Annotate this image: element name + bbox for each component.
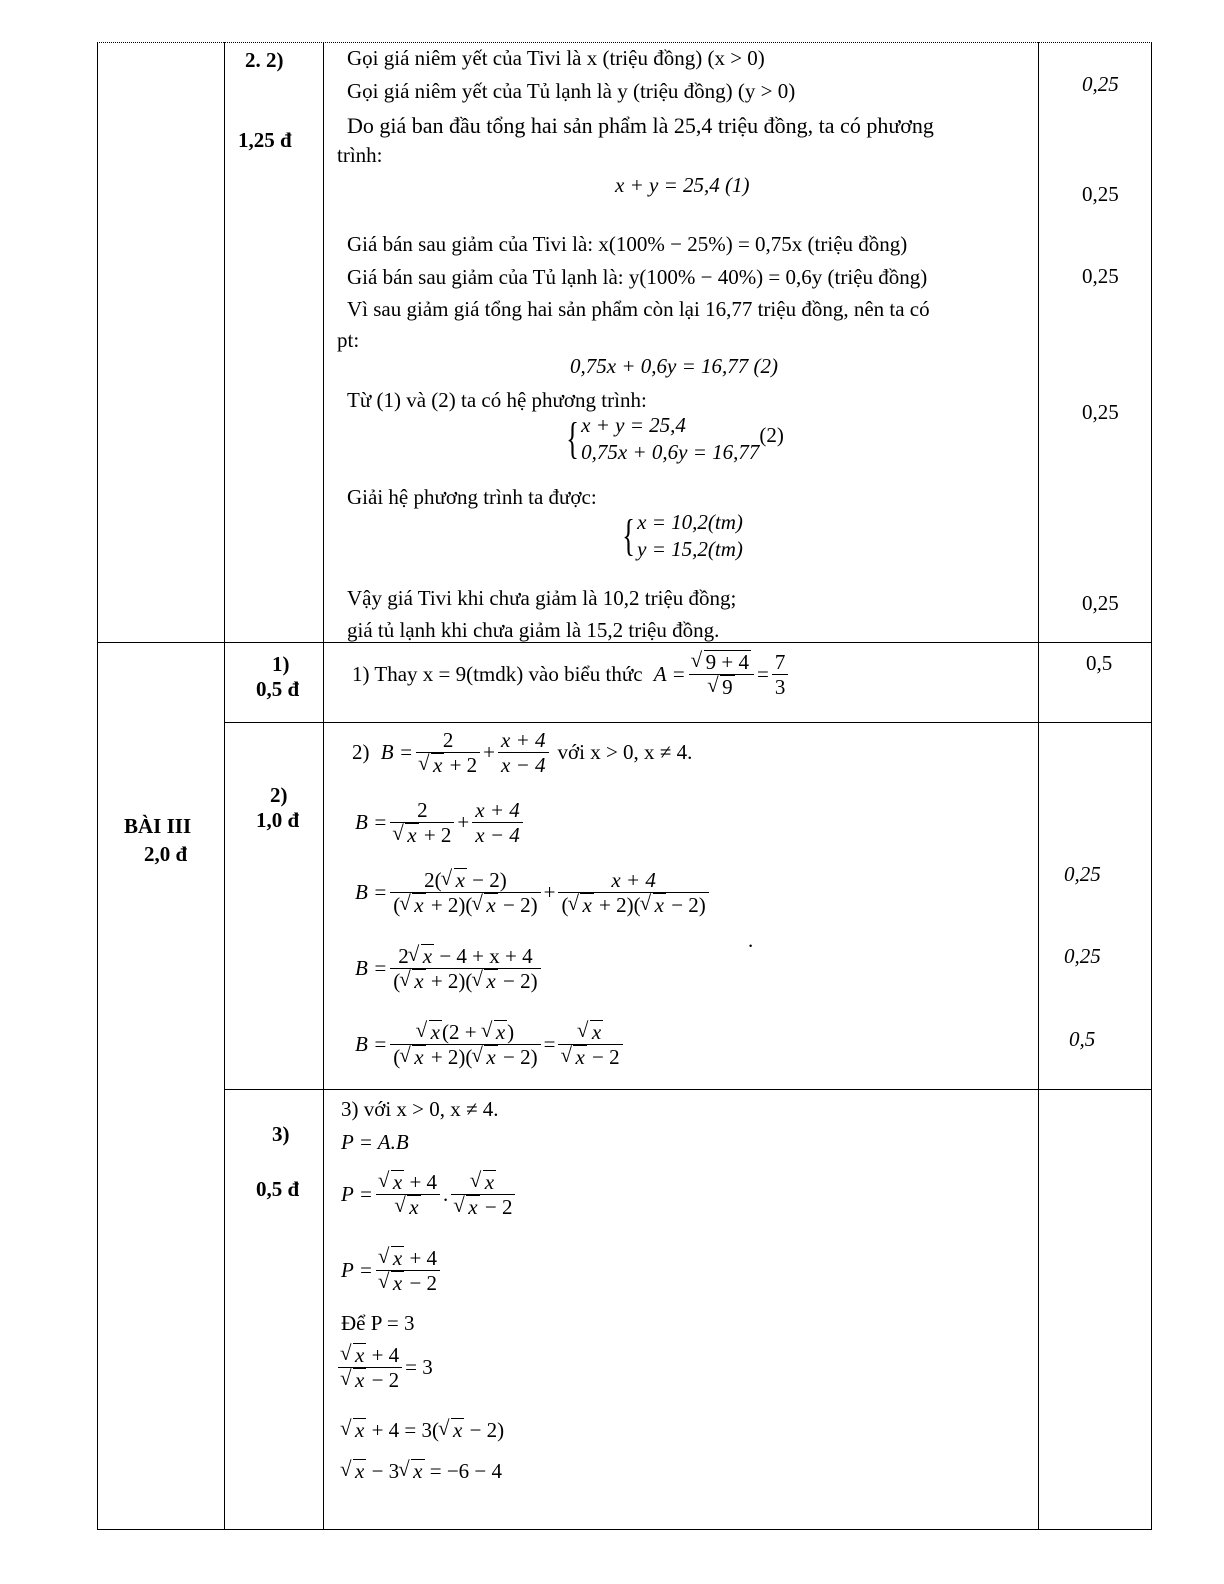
q1-text: 1) Thay x = 9(tmdk) vào biểu thức — [352, 662, 643, 686]
q2-plus: + — [543, 880, 556, 904]
q2-sqrt-x: √ x — [484, 893, 497, 916]
part2-line-8: pt: — [337, 328, 360, 352]
q1-lhs: A = — [653, 662, 686, 686]
table-top-border — [97, 42, 1152, 44]
q3-plus4: + 4 — [404, 1170, 438, 1194]
bai3-points: 2,0 đ — [144, 842, 188, 866]
q3-la-mid: + 4 = 3( — [366, 1418, 440, 1442]
q2-sqrt-x: √ x — [429, 1020, 442, 1043]
q2-sqrt-x: √ x — [573, 1045, 586, 1068]
part2-line-4: trình: — [337, 143, 383, 167]
q2-line-5: B = √ $\frac{x(2 + √ x)}{(√ x + 2)(√ x - 2)}$ = √ x √ x − 2 — [355, 1020, 626, 1069]
row-border-1 — [97, 642, 1152, 643]
part2-eq-2: 0,75x + 0,6y = 16,77 (2) — [570, 354, 778, 378]
system-1-tag: (2) — [759, 422, 784, 447]
q2-plus2: + 2 — [425, 1045, 459, 1069]
part2-line-10: Giải hệ phương trình ta được: — [347, 485, 597, 509]
col-border-2 — [323, 42, 324, 1530]
q2-label: 2) — [270, 783, 288, 807]
part2-line-5: Giá bán sau giảm của Tivi là: x(100% − 25%) = 0,75x (triệu đồng) — [347, 232, 908, 256]
q2-score-2: 0,25 — [1064, 944, 1101, 968]
q1-score: 0,5 — [1086, 651, 1113, 675]
q2-num-a: 2 — [390, 798, 454, 823]
q3-plus4: + 4 — [404, 1246, 438, 1270]
part2-score-1: 0,25 — [1082, 72, 1119, 96]
q2-sqrt-x: √ x — [431, 753, 444, 776]
system-2-eq-b: y = 15,2(tm) — [637, 537, 743, 561]
q2-minus2: − 2 — [586, 1045, 620, 1069]
q2-minus2: − 2 — [497, 1045, 531, 1069]
q3-minus2: − 2 — [479, 1195, 513, 1219]
q2-points: 1,0 đ — [256, 808, 300, 832]
q2-plus: + — [457, 810, 470, 834]
q2-sqrt-x: √ x — [494, 1020, 507, 1043]
part2-points: 1,25 đ — [238, 128, 292, 152]
q3-points: 0,5 đ — [256, 1177, 300, 1201]
part2-label: 2. 2) — [245, 48, 284, 72]
q2-sqrt-x: √ x — [412, 969, 425, 992]
q2-plus2: + 2 — [425, 969, 459, 993]
q3-sqrt-x: √ x — [353, 1343, 366, 1366]
q2-den-b: x − 4 — [501, 753, 546, 777]
q3-la-end: − 2) — [464, 1418, 505, 1442]
q3-sqrt-x: √ x — [391, 1170, 404, 1193]
q2-den-b: x − 4 — [475, 823, 520, 847]
q2-num-a: 2 — [416, 728, 480, 753]
q1-points: 0,5 đ — [256, 677, 300, 701]
q3-sqrt-x: √ x — [407, 1195, 420, 1218]
q2-condition: với x > 0, x ≠ 4. — [557, 740, 693, 764]
q3-lb-end: = −6 − 4 — [424, 1459, 503, 1483]
q1-num: √ 9 + 4 — [704, 650, 751, 673]
table-bottom-border — [97, 1529, 1152, 1530]
q2-minus2: − 2 — [497, 893, 531, 917]
q3-sqrt-x: √ x — [391, 1271, 404, 1294]
q1-den: √ 9 — [720, 675, 735, 698]
q2-dot: . — [748, 928, 754, 952]
q3-dot: . — [443, 1182, 449, 1206]
q3-sqrt-x: √ x — [451, 1418, 464, 1441]
q3-minus2: − 2 — [366, 1368, 400, 1392]
q2-sqrt-x: √ x — [484, 969, 497, 992]
q2-num-b: x + 4 — [472, 798, 523, 823]
q2-plus2: + 2 — [418, 823, 452, 847]
q2-line-4: B = $\frac{2√ x - 4 + x + 4}{(√ x + 2)(√ x - 2)}$ — [355, 944, 544, 993]
brace-icon: { — [622, 511, 635, 560]
q3-line-5 — [338, 1343, 433, 1392]
q2-n5c: ) — [507, 1020, 515, 1044]
q3-sqrt-x: √ x — [353, 1459, 366, 1482]
q2-sqrt-x: √ x — [412, 893, 425, 916]
q2-sqrt-x: √ x — [421, 944, 434, 967]
q1-eq: = — [757, 662, 769, 686]
q2-score-1: 0,25 — [1064, 862, 1101, 886]
q3-line-1: 3) với x > 0, x ≠ 4. — [341, 1097, 499, 1121]
part2-line-6: Giá bán sau giảm của Tủ lạnh là: y(100% − 40%) = 0,6y (triệu đồng) — [347, 265, 928, 289]
row-border-3 — [224, 1089, 1152, 1090]
col-border-3 — [1038, 42, 1039, 1530]
part2-line-9: Từ (1) và (2) ta có hệ phương trình: — [347, 388, 647, 412]
col-border-0 — [97, 42, 98, 1530]
q2-b: B = — [355, 880, 388, 904]
q2-plus: + — [483, 740, 496, 764]
q2-b: B = — [380, 740, 413, 764]
q2-intro: 2) — [352, 740, 370, 764]
part2-score-5: 0,25 — [1082, 591, 1119, 615]
part2-score-2: 0,25 — [1082, 182, 1119, 206]
bai3-label: BÀI III — [124, 814, 192, 838]
part2-system-1 — [562, 412, 784, 466]
q2-sqrt-x: √ x — [484, 1045, 497, 1068]
part2-system-2 — [618, 509, 743, 563]
col-border-1 — [224, 42, 225, 1530]
q2-plus2: + 2 — [444, 753, 478, 777]
q1-expression — [352, 650, 791, 699]
q2-n4a: 2 — [398, 944, 409, 968]
q2-minus2: − 2 — [497, 969, 531, 993]
q2-score-3: 0,5 — [1069, 1027, 1096, 1051]
q2-n5b: (2 + — [442, 1020, 482, 1044]
q3-plus4: + 4 — [366, 1343, 400, 1367]
row-border-2 — [224, 722, 1152, 723]
q3-p: P = — [341, 1182, 373, 1206]
q2-b: B = — [355, 810, 388, 834]
q3-p: P = — [341, 1258, 373, 1282]
q2-sqrt-x: √ x — [580, 893, 593, 916]
q3-line-2: P = A.B — [341, 1130, 409, 1154]
system-2-eq-a: x = 10,2(tm) — [637, 510, 743, 534]
part2-line-2: Gọi giá niêm yết của Tủ lạnh là y (triệu đồng) (y > 0) — [347, 79, 796, 103]
q2-line-3: B = $\frac{2(√ x - 2)}{(√ x + 2)(√ x - 2)}$ + $\frac{x + 4}{(√ x + 2)(√ x - 2)}$ — [355, 868, 712, 917]
q3-sqrt-x: √ x — [483, 1170, 496, 1193]
q3-sqrt-x: √ x — [411, 1459, 424, 1482]
part2-line-12: giá tủ lạnh khi chưa giảm là 15,2 triệu đồng. — [347, 618, 720, 642]
q2-line-2 — [355, 798, 526, 847]
q3-sqrt-x: √ x — [353, 1418, 366, 1441]
q3-line-3 — [341, 1170, 518, 1219]
brace-icon: { — [566, 414, 579, 463]
q2-sqrt-x: √ x — [405, 823, 418, 846]
part2-line-1: Gọi giá niêm yết của Tivi là x (triệu đồng) (x > 0) — [347, 46, 765, 70]
q3-lb-mid: − 3 — [366, 1459, 400, 1483]
q2-plus2: + 2 — [425, 893, 459, 917]
q2-n3a: 2( — [424, 868, 442, 892]
q3-minus2: − 2 — [404, 1271, 438, 1295]
q1-label: 1) — [272, 652, 290, 676]
part2-eq-1: x + y = 25,4 (1) — [615, 173, 750, 197]
q3-sqrt-x: √ x — [391, 1246, 404, 1269]
q2-plus2: + 2 — [593, 893, 627, 917]
q2-b: B = — [355, 1032, 388, 1056]
q1-result-den: 3 — [774, 675, 786, 699]
q3-line-7 — [341, 1459, 502, 1484]
q1-result-num: 7 — [772, 650, 789, 675]
q2-minus2: − 2 — [665, 893, 699, 917]
q2-n4b: − 4 + x + 4 — [434, 944, 533, 968]
system-1-eq-a: x + y = 25,4 — [581, 413, 686, 437]
q3-line-de: Để P = 3 — [341, 1311, 415, 1335]
part2-score-4: 0,25 — [1082, 400, 1119, 424]
q2-num-b: x + 4 — [558, 868, 708, 893]
q2-b: B = — [355, 956, 388, 980]
q3-sqrt-x: √ x — [466, 1195, 479, 1218]
q3-line-4 — [341, 1246, 443, 1295]
part2-score-3: 0,25 — [1082, 264, 1119, 288]
q3-eq3: = 3 — [405, 1355, 433, 1379]
q2-sqrt-x: √ x — [653, 893, 666, 916]
q2-sqrt-x: √ x — [590, 1020, 603, 1043]
q3-label: 3) — [272, 1122, 290, 1146]
col-border-4 — [1151, 42, 1152, 1530]
part2-line-11: Vậy giá Tivi khi chưa giảm là 10,2 triệu đồng; — [347, 586, 737, 610]
q3-line-6 — [341, 1418, 504, 1443]
q2-num-b: x + 4 — [498, 728, 549, 753]
q2-sqrt-x: √ x — [412, 1045, 425, 1068]
q3-sqrt-x: √ x — [353, 1368, 366, 1391]
part2-line-3: Do giá ban đầu tổng hai sản phẩm là 25,4 triệu đồng, ta có phương — [347, 113, 934, 138]
q2-sqrt-x: √ x — [454, 868, 467, 891]
q2-n3b: − 2) — [466, 868, 507, 892]
part2-line-7: Vì sau giảm giá tổng hai sản phẩm còn lại 16,77 triệu đồng, nên ta có — [347, 297, 930, 321]
q2-line-1 — [352, 728, 692, 777]
system-1-eq-b: 0,75x + 0,6y = 16,77 — [581, 440, 760, 464]
